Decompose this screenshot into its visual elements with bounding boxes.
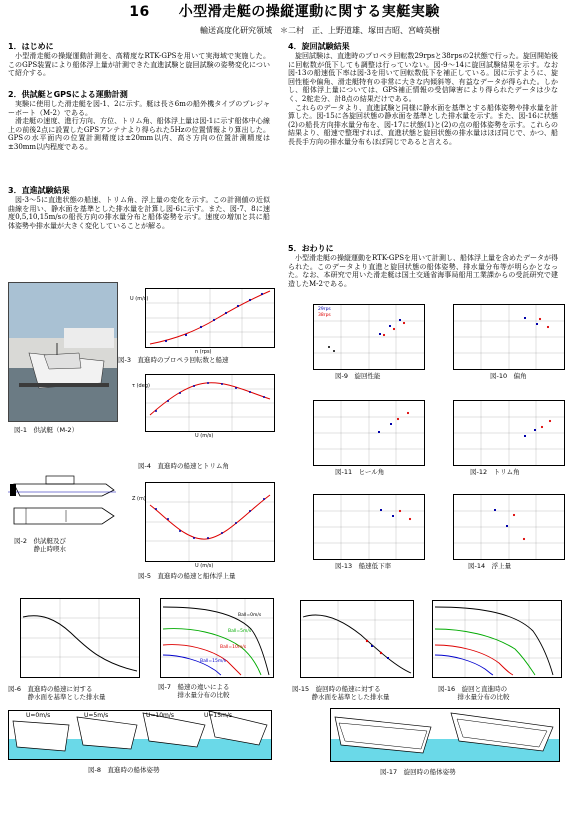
section-heading: 2．供試艇とGPSによる運動計測 <box>8 90 128 99</box>
ylabel: τ (deg) <box>132 383 150 389</box>
caption-fig9: 図-9 旋回性能 <box>335 372 381 380</box>
chart-fig13 <box>313 494 425 560</box>
ylabel: Z (m) <box>132 496 146 502</box>
fig8-label-1: U=5m/s <box>84 712 109 719</box>
chart-fig5 <box>145 482 275 562</box>
section-heading: 5．おわりに <box>288 244 334 253</box>
fig7-legend-2: Ball=10m/s <box>220 645 247 650</box>
xlabel: U (m/s) <box>195 433 214 439</box>
section-heading: 3．直進試験結果 <box>8 186 70 195</box>
chart-fig14 <box>453 494 565 560</box>
fig7-legend-3: Ball=15m/s <box>200 659 227 664</box>
section-1 <box>8 42 270 78</box>
caption-fig1: 図-1 供試艇（M-2） <box>14 426 79 434</box>
caption-fig7: 図-7 船速の違いによる 排水量分布の比較 <box>158 683 230 699</box>
caption-fig3: 図-3 直進時のプロペラ回転数と船速 <box>118 356 229 364</box>
paragraph: 実験に使用した滑走艇を図-1、2に示す。艇は長さ6mの船外機タイプのプレジャーボート（M-2）である。 <box>8 100 270 117</box>
caption-fig11: 図-11 ヒール角 <box>335 468 385 476</box>
boat-drawing <box>6 472 118 532</box>
section-5 <box>288 244 558 288</box>
paragraph: 小型滑走艇の操縦運動をRTK-GPSを用いて計測し、船体浮上量を含めたデータが得られた。このデータより直進と旋回状態の船体姿勢、排水量分布等が明らかとなった。なお、本研究で用いた滑走艇は国土交通省海事局船用工業課からの受託研究で建造したM-2である。 <box>288 254 558 288</box>
paragraph: 旋回試験は、直進時のプロペラ回転数29rpsと38rpsの2状態で行った。旋回開始後に回転数が低下しても調整は行っていない。図-9～14に旋回試験結果を示す。なお図-13の船速低下率は図-3を用いて回転数低下を補正している。図に示すように、旋回性能や偏角、滑走艇特有の非常に大きな内傾斜等、有益なデータが得られた。しかし、船体浮上量については、GPS補正情報の受信障害により得られたデータは少なく、2舵走分、計8点の結果だけである。 <box>288 52 558 103</box>
caption-fig14: 図-14 浮上量 <box>468 562 512 570</box>
boat-photo <box>8 282 118 422</box>
section-heading: 1．はじめに <box>8 42 54 51</box>
paragraph: 滑走艇の速度、進行方向、方位、トリム角、船体浮上量は図-1に示す船体中心線上の前後2点に設置したGPSアンテナより得られた5Hzの位置情報より算出した。GPSの水平面内の位置計測精度は±20mm以内、高さ方向の位置計測精度は±30mm以内程度である。 <box>8 117 270 151</box>
chart-fig12 <box>453 400 565 466</box>
caption-fig10: 図-10 偏角 <box>490 372 527 380</box>
caption-fig12: 図-12 トリム角 <box>470 468 520 476</box>
fig7-legend-1: Ball=5m/s <box>228 629 252 634</box>
paragraph: 図-3～5に直進状態の船速、トリム角、浮上量の変化を示す。この計測値の近似曲線を用い、静水面を基準とした排水量を計算し図-6に示す。また、図-7、8に速度0,5,10,15m/sの船長方向の排水量分布と船体姿勢を示す。速度の増加と共に船体姿勢や排水量が大きく変化していることが解る。 <box>8 196 270 230</box>
caption-fig8: 図-8 直進時の船体姿勢 <box>88 766 160 774</box>
fig8-label-2: U=10m/s <box>146 712 175 719</box>
fig8-label-0: U=0m/s <box>26 712 51 719</box>
fig7-legend-0: Ball=0m/s <box>238 613 262 618</box>
xlabel: U (m/s) <box>195 563 214 569</box>
ylabel: U (m/s) <box>130 296 149 302</box>
chart-fig6 <box>20 598 140 678</box>
chart-fig7 <box>160 598 274 678</box>
legend-29rps: 29rps <box>318 307 331 312</box>
scatter-grid <box>313 304 563 584</box>
caption-fig4: 図-4 直進時の船速とトリム角 <box>138 462 229 470</box>
section-4 <box>288 42 558 147</box>
caption-fig15: 図-15 旋回時の船速に対する 静水面を基準とした排水量 <box>292 685 390 701</box>
xlabel: n (rps) <box>195 349 212 355</box>
chart-fig11 <box>313 400 425 466</box>
caption-fig13: 図-13 船速低下率 <box>335 562 392 570</box>
caption-fig5: 図-5 直進時の船速と船体浮上量 <box>138 572 236 580</box>
caption-fig17: 図-17 旋回時の船体姿勢 <box>380 768 456 776</box>
section-3 <box>8 186 270 230</box>
paragraph: これらのデータより、直進試験と同様に静水面を基準とする船体姿勢や排水量を計算した。図-15に各旋回状態の静水面を基準とした排水量を示す。また、図-16に状態(2)の船長方向排水量分布を、図-17に状態(1)と(2)の点の船体姿勢を示す。これらの結果より、船速で整理すれば、直進状態と旋回状態の排水量はほぼ同じで、かつ、船長長手方向の排水量分布もほぼ同じであると言える。 <box>288 103 558 146</box>
caption-fig6: 図-6 直進時の船速に対する 静水面を基準とした排水量 <box>8 685 106 701</box>
section-heading: 4．旋回試験結果 <box>288 42 350 51</box>
chart-fig16 <box>432 600 562 678</box>
caption-fig16: 図-16 旋回と直進時の 排水量分布の比較 <box>438 685 510 701</box>
caption-fig2: 図-2 供試艇及び 静止時喫水 <box>14 537 66 553</box>
fig17-attitude <box>330 708 560 762</box>
legend-38rps: 38rps <box>318 313 331 318</box>
chart-fig4 <box>145 374 275 432</box>
paragraph: 小型滑走艇の操縦運動計測を、高精度なRTK-GPSを用いて実海域で実施した。このGPS装置により船体浮上量が計測できた直進試験と旋回試験の姿勢変化について紹介する。 <box>8 52 270 78</box>
author-line: 輸送高度化研究領域 ＊二村 正、上野道雄、塚田吉昭、宮崎英樹 <box>200 26 440 35</box>
section-2 <box>8 90 270 152</box>
paper-title: 16 小型滑走艇の操縦運動に関する実艇実験 <box>129 4 440 20</box>
chart-fig15 <box>300 600 414 678</box>
fig8-label-3: U=15m/s <box>204 712 233 719</box>
chart-fig3 <box>145 288 275 348</box>
chart-fig10 <box>453 304 565 370</box>
